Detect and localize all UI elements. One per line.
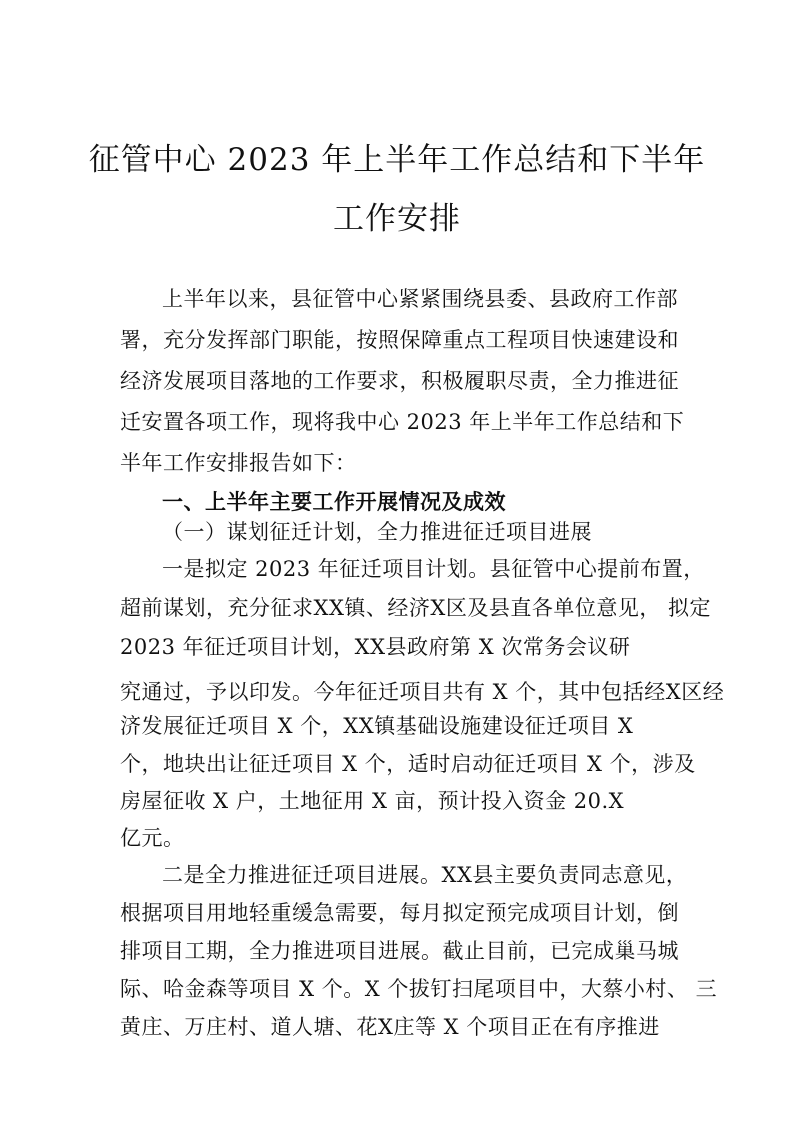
paragraph-line: 黄庄、万庄村、道人塘、花X庄等 X 个项目正在有序推进 [120, 1015, 660, 1039]
paragraph-line: 际、哈金森等项目 X 个。X 个拔钉扫尾项目中，大蔡小村、 三 [120, 977, 718, 1001]
paragraph-line: 亿元。 [120, 826, 185, 850]
document-title-line-2: 工作安排 [333, 201, 461, 237]
paragraph-line: 二是全力推进征迁项目进展。XX县主要负责同志意见， [162, 863, 688, 887]
paragraph-line: 半年工作安排报告如下： [120, 451, 357, 475]
paragraph-line: 济发展征迁项目 X 个，XX镇基础设施建设征迁项目 X [120, 714, 634, 738]
paragraph-line: 个，地块出让征迁项目 X 个，适时启动征迁项目 X 个，涉及 [120, 752, 696, 776]
paragraph-line: 排项目工期，全力推进项目进展。截止目前，已完成巢马城 [120, 939, 679, 963]
section-heading-1: 一、上半年主要工作开展情况及成效 [162, 490, 506, 514]
paragraph-line: 房屋征收 X 户，土地征用 X 亩，预计投入资金 20.X [120, 789, 625, 813]
subsection-heading-1: （一）谋划征迁计划，全力推进征迁项目进展 [162, 520, 592, 544]
paragraph-line: 究通过，予以印发。今年征迁项目共有 X 个，其中包括经X区经 [120, 680, 725, 704]
paragraph-line: 署，充分发挥部门职能，按照保障重点工程项目快速建设和 [120, 328, 679, 352]
paragraph-line: 一是拟定 2023 年征迁项目计划。县征管中心提前布置， [162, 557, 705, 581]
document-title-line-1: 征管中心 2023 年上半年工作总结和下半年 [88, 142, 706, 178]
paragraph-line: 上半年以来，县征管中心紧紧围绕县委、县政府工作部 [162, 287, 678, 311]
paragraph-line: 经济发展项目落地的工作要求，积极履职尽责，全力推进征 [120, 369, 679, 393]
paragraph-line: 超前谋划，充分征求XX镇、经济X区及县直各单位意见， 拟定 [120, 596, 712, 620]
paragraph-line: 2023 年征迁项目计划，XX县政府第 X 次常务会议研 [120, 635, 631, 659]
paragraph-line: 根据项目用地轻重缓急需要，每月拟定预完成项目计划，倒 [120, 901, 679, 925]
paragraph-line: 迁安置各项工作，现将我中心 2023 年上半年工作总结和下 [120, 410, 685, 434]
